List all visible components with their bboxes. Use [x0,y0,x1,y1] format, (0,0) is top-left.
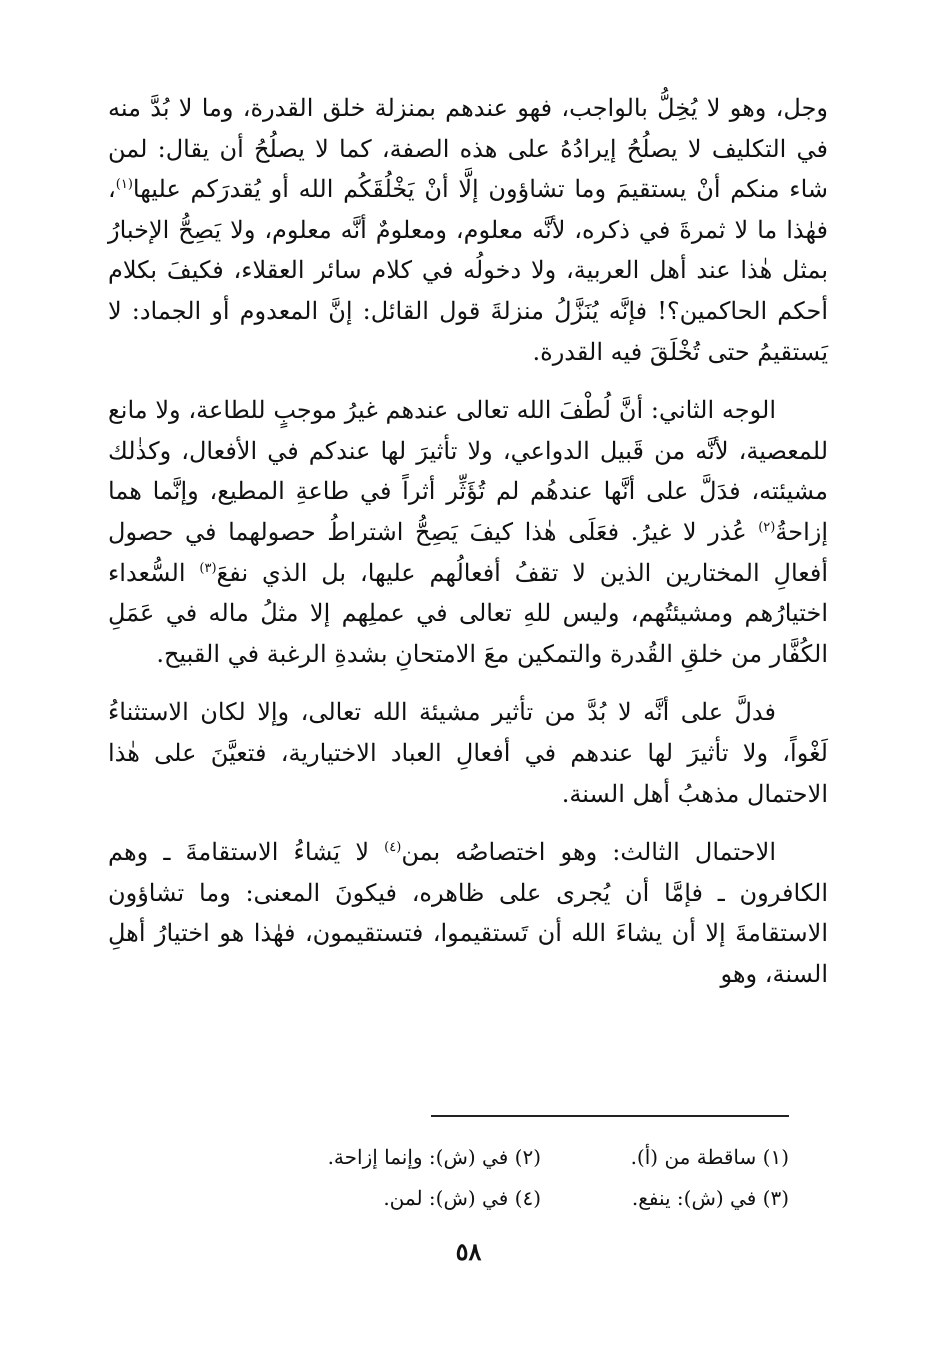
text-segment: الوجه الثاني: أنَّ لُطْفَ الله تعالى عندهم غيرُ موجبٍ للطاعة، ولا مانع للمعصية، لأنَّه من قَبيل الدواعي، ولا تأثيرَ لها عندكم في الأفعال، وكذٰلك مشيئته، فدَلَّ على أنَّها عندهُم لم تُؤَثِّر أثراً في طاعةِ المطيع، وإنَّما هما إزاحةُ [108,396,829,546]
paragraph-3 [108,692,828,814]
paragraph-1 [108,88,828,372]
footnote-marker: (٢) [758,519,776,535]
text-segment: عُذر لا غيرُ. فعَلَى هٰذا كيفَ يَصِحُّ اشتراطُ حصولهما في حصول أفعالِ المختارين الذين لا تقفُ أفعالُهم عليها، بل الذي نفعَ [108,517,828,587]
footnotes [229,1136,789,1218]
footnote-4: (٤) في (ش): لمن. [383,1185,541,1210]
footnote-3: (٣) في (ش): ينفع. [631,1185,789,1210]
footnote-marker: (٤) [384,840,402,856]
text-segment: لا يَشاءُ الاستقامةَ ـ وهم الكافرون ـ فإمَّا أن يُجرى على ظاهره، فيكونَ المعنى: وما تشاؤون الاستقامةَ إلا أن يشاءَ الله أن تَستقيموا، فتستقيمون، فهٰذا هو اختيارُ أهلِ السنة، وهو [108,838,828,988]
text-segment: فدلَّ على أنَّه لا بُدَّ من تأثير مشيئة الله تعالى، وإلا لكان الاستثناءُ لَغْواً، ولا تأثيرَ لها عندهم في أفعالِ العباد الاختيارية، فتعيَّنَ على هٰذا الاحتمال مذهبُ أهل السنة. [108,698,828,808]
text-segment: السُّعداء اختيارُهم ومشيئتُهم، وليس للهِ تعالى في عملِهم إلا مثلُ ماله في عَمَلِ الكُفَّار من خلقِ القُدرة والتمكين معَ الامتحانِ بشدةِ الرغبة في القبيح. [108,558,828,668]
text-segment: ، فهٰذا ما لا ثمرةَ في ذكره، لأنَّه معلوم، ومعلومٌ أنَّه معلوم، ولا يَصِحُّ الإخبارُ بمثل هٰذا عند أهل العربية، ولا دخولُه في كلام سائر العقلاء، فكيفَ بكلام أحكم الحاكمين؟! فإنَّه يُنَزَّلُ منزلةَ قول القائل: إنَّ المعدوم أو الجماد: لا يَستقيمُ حتى تُخْلَقَ فيه القدرة. [108,175,828,366]
footnote-2: (٢) في (ش): وإنما إزاحة. [327,1144,541,1169]
paragraph-2 [108,390,828,674]
footnote-divider [431,1115,789,1117]
main-text [108,88,828,994]
footnote-row [229,1136,789,1177]
footnote-marker: (١) [115,177,133,193]
paragraph-4 [108,832,828,994]
text-segment: الاحتمال الثالث: وهو اختصاصُه بمن [401,838,776,867]
footnote-1: (١) ساقطة من (أ). [630,1144,789,1169]
text-segment: وجل، وهو لا يُخِلُّ بالواجب، فهو عندهم بمنزلة خلق القدرة، وما لا بُدَّ منه في التكليف لا يصلُحُ إيرادُهُ على هذه الصفة، كما لا يصلُحُ أن يقال: لمن شاء منكم أنْ يستقيمَ وما تشاؤون إلَّا أنْ يَخْلُقَكُم الله أو يُقدرَكم عليها [108,94,829,204]
page-number: ٥٨ [455,1237,482,1266]
footnote-marker: (٣) [199,560,217,576]
footnote-row [229,1177,789,1218]
